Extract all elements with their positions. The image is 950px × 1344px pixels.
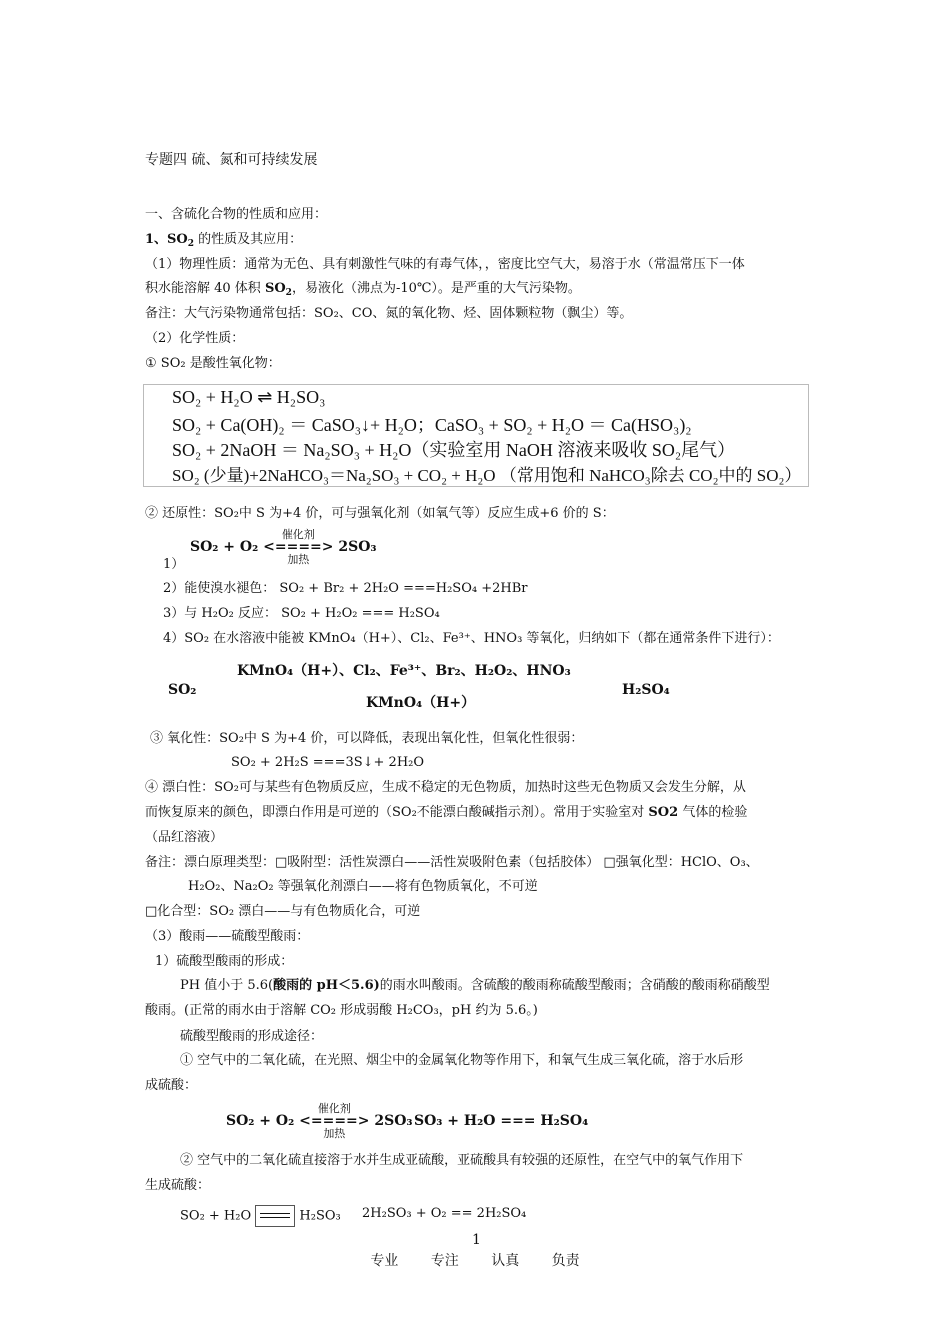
equation-line: SO₂ + H₂O ⇌ H₂SO₃	[172, 387, 326, 407]
physical-properties-line1: （1）物理性质：通常为无色、具有刺激性气味的有毒气体，，密度比空气大，易溶于水（常温常压下一体	[145, 257, 745, 272]
page-title: 专题四 硫、氮和可持续发展	[145, 152, 318, 168]
path1-equation-2: SO₃ + H₂O === H₂SO₄	[414, 1113, 589, 1129]
equation-line: SO₂ + 2NaOH ＝ Na₂SO₃ + H₂O（实验室用 NaOH 溶液来吸收 SO₂尾气）	[172, 440, 736, 460]
catalyst-arrow: 催化剂 <====> 加热	[263, 528, 334, 566]
ph-line2: 酸雨。(正常的雨水由于溶解 CO₂ 形成弱酸 H₂CO₃，pH 约为 5.6。)	[145, 1003, 538, 1018]
reducing-heading: ② 还原性：SO₂中 S 为+4 价，可与强氧化剂（如氧气等）反应生成+6 价的 S：	[145, 506, 615, 521]
oxidizer-list-top: KMnO₄（H+）、Cl₂、Fe³⁺、Br₂、H₂O₂、HNO₃	[237, 663, 571, 679]
oxidizer-right: H₂SO₄	[622, 682, 670, 698]
bleaching-line3: （品红溶液）	[145, 830, 224, 845]
formation-path-heading: 硫酸型酸雨的形成途径：	[180, 1029, 324, 1044]
note-bleaching-line2: H₂O₂、Na₂O₂ 等强氧化剂漂白——将有色物质氧化，不可逆	[188, 879, 538, 894]
footer-word: 专注	[430, 1253, 459, 1269]
reaction-3: 3）与 H₂O₂ 反应： SO₂ + H₂O₂ === H₂SO₄	[163, 606, 440, 621]
page-number: 1	[472, 1232, 481, 1248]
oxidizing-equation: SO₂ + 2H₂S ===3S↓+ 2H₂O	[231, 755, 425, 770]
footer-word: 认真	[491, 1253, 520, 1269]
acid-rain-heading: （3）酸雨——硫酸型酸雨：	[145, 929, 310, 944]
section-heading: 一、含硫化合物的性质和应用：	[145, 207, 328, 222]
equation-image-box	[143, 384, 809, 487]
reaction-1-label: 1）	[163, 557, 185, 572]
acidic-oxide-heading: ① SO₂ 是酸性氧化物：	[145, 356, 281, 371]
note-bleaching-line3: □化合型：SO₂ 漂白——与有色物质化合，可逆	[145, 904, 421, 919]
oxidizer-left: SO₂	[168, 682, 197, 698]
path2-line1: ② 空气中的二氧化硫直接溶于水并生成亚硫酸，亚硫酸具有较强的还原性，在空气中的氧气作用下	[180, 1153, 744, 1168]
physical-properties-line2: 积水能溶解 40 体积 $SO_2$，易液化（沸点为-10℃）。是严重的大气污染物。	[145, 281, 581, 298]
reaction-2: 2）能使溴水褪色： SO₂ + Br₂ + 2H₂O ===H₂SO₄ +2HBr	[163, 581, 528, 596]
ph-line1: PH 值小于 5.6(酸雨的 pH＜5.6)的雨水叫酸雨。含硫酸的酸雨称硫酸型酸雨；含硝酸的酸雨称硝酸型	[180, 978, 770, 993]
path1-equation-1: SO₂ + O₂ 催化剂 <====> 加热 2SO₃	[226, 1102, 413, 1140]
catalyst-arrow: 催化剂 <====> 加热	[299, 1102, 370, 1140]
reaction-4: 4）SO₂ 在水溶液中能被 KMnO₄（H+）、Cl₂、Fe³⁺、HNO₃ 等氧化，归纳如下（都在通常条件下进行）：	[163, 631, 780, 646]
bleaching-line2: 而恢复原来的颜色，即漂白作用是可逆的（SO₂不能漂白酸碱指示剂）。常用于实验室对 SO2 气体的检验	[145, 805, 748, 820]
path2-equation-2: 2H₂SO₃ + O₂ == 2H₂SO₄	[362, 1206, 527, 1221]
equation-line: SO₂ + Ca(OH)₂ ＝ CaSO₃↓+ H₂O；CaSO₃ + SO₂ + H₂O ＝ Ca(HSO₃)₂	[172, 415, 692, 435]
bleaching-line1: ④ 漂白性：SO₂可与某些有色物质反应，生成不稳定的无色物质，加热时这些无色物质又会发生分解，从	[145, 780, 746, 795]
oxidizer-list-bottom: KMnO₄（H+）	[366, 695, 476, 711]
path2-line2: 生成硫酸：	[145, 1178, 211, 1193]
path2-equation-1: SO₂ + H₂O H₂SO₃	[180, 1205, 341, 1227]
equation-line: SO₂ (少量)+2NaHCO₃＝Na₂SO₃ + CO₂ + H₂O （常用饱和 NaHCO₃除去 CO₂中的 SO₂）	[172, 466, 802, 485]
path1-line2: 成硫酸：	[145, 1078, 198, 1093]
reversible-arrow-icon	[255, 1205, 295, 1227]
chemical-properties-heading: （2）化学性质：	[145, 331, 245, 346]
acid-rain-subheading: 1）硫酸型酸雨的形成：	[155, 954, 294, 969]
footer-word: 负责	[551, 1253, 580, 1269]
footer	[0, 1250, 950, 1270]
oxidizing-heading: ③ 氧化性：SO₂中 S 为+4 价，可以降低，表现出氧化性，但氧化性很弱：	[150, 731, 584, 746]
reaction-1-equation: SO₂ + O₂ 催化剂 <====> 加热 2SO₃	[190, 528, 377, 566]
path1-line1: ① 空气中的二氧化硫，在光照、烟尘中的金属氧化物等作用下，和氧气生成三氧化硫，溶于水后形	[180, 1053, 744, 1068]
note-bleaching-line1: 备注：漂白原理类型：□吸附型：活性炭漂白——活性炭吸附色素（包括胶体） □强氧化型：HClO、O₃、	[145, 855, 759, 870]
footer-word: 专业	[370, 1253, 399, 1269]
note-pollutants: 备注：大气污染物通常包括：SO₂、CO、氮的氧化物、烃、固体颗粒物（飘尘）等。	[145, 306, 633, 321]
subsection-heading: 1、$SO_2$ 的性质及其应用：	[145, 232, 303, 249]
